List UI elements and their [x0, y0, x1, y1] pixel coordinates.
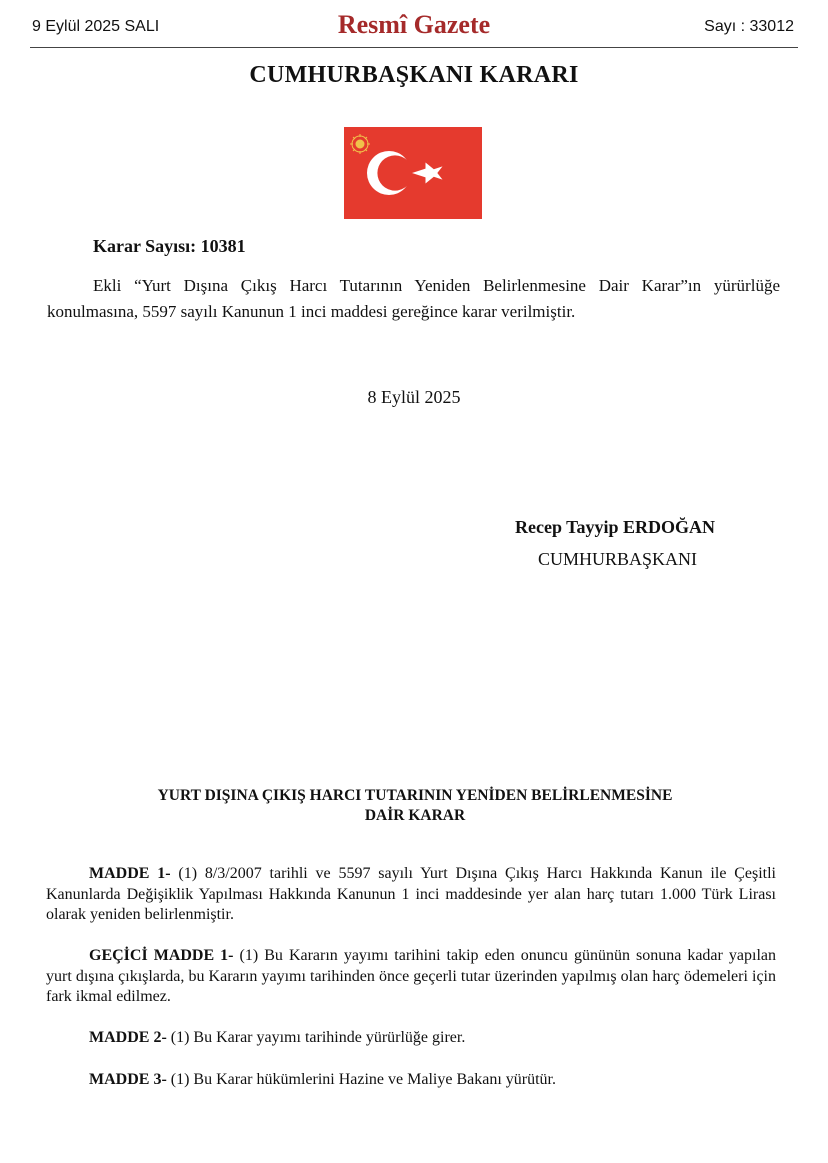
article-text: (1) Bu Karar yayımı tarihinde yürürlüğe girer. — [166, 1029, 466, 1046]
emblem-icon — [350, 134, 370, 154]
article-label: GEÇİCİ MADDE 1- — [89, 947, 234, 964]
article-text: (1) Bu Karar hükümlerini Hazine ve Maliye Bakanı yürütür. — [166, 1071, 556, 1088]
decision-date: 8 Eylül 2025 — [367, 387, 461, 407]
article-text: (1) 8/3/2007 tarihli ve 5597 sayılı Yurt Dışına Çıkış Harcı Hakkında Kanun ile Çeşitli Kanunlarda Değişiklik Yapılması Hakkında Kanunun 1 inci maddesinde yer alan harç tutarı 1.000 Türk Lirası olarak yeniden belirlenmiştir. — [46, 865, 777, 923]
header-date: 9 Eylül 2025 SALI — [32, 18, 160, 35]
article-label: MADDE 1- — [89, 865, 171, 882]
article-text: (1) Bu Kararın yayımı tarihini takip eden onuncu gününün sonuna kadar yapılan yurt dışına çıkışlarda, bu Kararın yayımı tarihinden önce geçerli tutar üzerinden yapılmış olan harç ödemeleri için fark ikmal edilmez. — [46, 947, 776, 1005]
signatory-title: CUMHURBAŞKANI — [538, 549, 698, 569]
annex-title-line1: YURT DIŞINA ÇIKIŞ HARCI TUTARININ YENİDEN BELİRLENMESİNE — [157, 787, 673, 804]
turkish-flag-icon — [344, 127, 482, 219]
annex-title — [60, 786, 770, 826]
signatory-name: Recep Tayyip ERDOĞAN — [515, 517, 716, 537]
header-divider — [30, 47, 798, 48]
intro-paragraph: Ekli “Yurt Dışına Çıkış Harcı Tutarının Yeniden Belirlenmesine Dair Karar”ın yürürlüğe konulmasına, 5597 sayılı Kanunun 1 inci maddesi gereğince karar verilmiştir. — [47, 276, 780, 321]
annex-title-line2: DAİR KARAR — [364, 807, 466, 824]
decision-number: Karar Sayısı: 10381 — [93, 236, 246, 256]
article-3 — [89, 1071, 556, 1089]
gazette-title: Resmî Gazete — [337, 10, 491, 39]
article-2 — [89, 1029, 465, 1047]
article-1 — [46, 864, 776, 926]
issue-number: Sayı : 33012 — [704, 18, 794, 35]
document-title: CUMHURBAŞKANI KARARI — [249, 62, 579, 88]
provisional-article-1 — [46, 946, 776, 1008]
article-label: MADDE 3- — [89, 1071, 167, 1088]
article-label: MADDE 2- — [89, 1029, 167, 1046]
